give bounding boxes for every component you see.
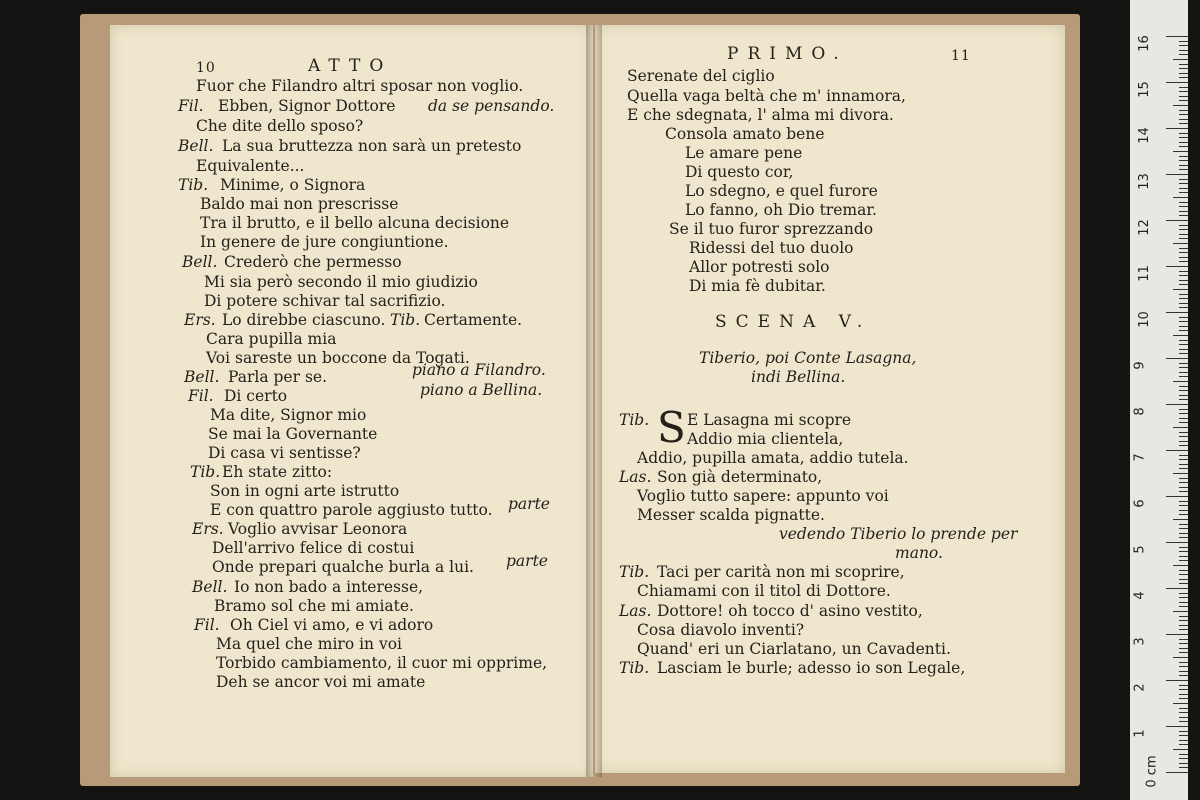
ruler-tick (1179, 50, 1188, 51)
ruler-tick (1173, 381, 1188, 382)
stage-direction: vedendo Tiberio lo prende per (779, 525, 1018, 543)
ruler-tick (1179, 731, 1188, 732)
ruler-tick (1179, 225, 1188, 226)
ruler-tick (1179, 229, 1188, 230)
ruler-tick (1179, 455, 1188, 456)
ruler-tick (1166, 312, 1188, 313)
ruler-tick (1179, 441, 1188, 442)
ruler-tick (1179, 372, 1188, 373)
ruler-tick (1179, 689, 1188, 690)
ruler-number: 11 (1136, 265, 1152, 282)
text-line: Voi sareste un boccone da Togati. (206, 349, 470, 367)
speaker-label: Tib. (190, 463, 221, 481)
ruler-tick (1179, 744, 1188, 745)
text-line: Lo sdegno, e quel furore (685, 182, 878, 200)
ruler-tick (1179, 215, 1188, 216)
ruler-tick (1179, 68, 1188, 69)
ruler-tick (1179, 165, 1188, 166)
text-line: Le amare pene (685, 144, 803, 162)
ruler-tick (1166, 404, 1188, 405)
ruler-number: 10 (1136, 311, 1152, 328)
ruler-tick (1173, 519, 1188, 520)
text-line: Di certo (224, 387, 288, 405)
ruler-tick (1179, 740, 1188, 741)
ruler-tick (1179, 721, 1188, 722)
ruler-tick (1179, 597, 1188, 598)
text-line: Serenate del ciglio (627, 67, 775, 85)
ruler-tick (1179, 418, 1188, 419)
ruler-number: 0 cm (1144, 755, 1160, 788)
ruler-tick (1179, 77, 1188, 78)
text-line: Taci per carità non mi scoprire, (657, 563, 905, 581)
ruler-tick (1173, 427, 1188, 428)
ruler-tick (1173, 289, 1188, 290)
ruler-tick (1173, 197, 1188, 198)
ruler-tick (1179, 675, 1188, 676)
left-page (110, 25, 593, 777)
ruler-tick (1179, 491, 1188, 492)
text-line: Di potere schivar tal sacrifizio. (204, 292, 446, 310)
ruler-tick (1179, 468, 1188, 469)
text-line: Lo direbbe ciascuno. (222, 311, 386, 329)
ruler-tick (1166, 588, 1188, 589)
ruler-tick (1179, 257, 1188, 258)
ruler-tick (1179, 708, 1188, 709)
ruler-tick (1179, 662, 1188, 663)
ruler-tick (1179, 353, 1188, 354)
ruler-tick (1179, 556, 1188, 557)
ruler-tick (1179, 533, 1188, 534)
text-line: Ebben, Signor Dottore (218, 97, 396, 115)
ruler-tick (1179, 188, 1188, 189)
ruler-number: 3 (1132, 637, 1148, 646)
text-line: Consola amato bene (665, 125, 825, 143)
right-page (595, 25, 1065, 773)
ruler-tick (1179, 142, 1188, 143)
stage-direction: parte (506, 552, 548, 570)
ruler-tick (1179, 482, 1188, 483)
ruler-tick (1179, 767, 1188, 768)
text-line: Lasciam le burle; adesso io son Legale, (657, 659, 966, 677)
ruler-tick (1166, 36, 1188, 37)
ruler-tick (1166, 174, 1188, 175)
ruler-number: 8 (1132, 407, 1148, 416)
ruler-tick (1179, 137, 1188, 138)
text-line: Equivalente... (196, 157, 305, 175)
ruler-tick (1179, 754, 1188, 755)
text-line: Bramo sol che mi amiate. (214, 597, 414, 615)
ruler-tick (1179, 505, 1188, 506)
measuring-ruler (1130, 0, 1188, 800)
ruler-tick (1173, 703, 1188, 704)
ruler-tick (1179, 211, 1188, 212)
text-line: Di questo cor, (685, 163, 794, 181)
ruler-tick (1179, 294, 1188, 295)
ruler-tick (1179, 639, 1188, 640)
page-number-left: 10 (196, 60, 216, 76)
ruler-tick (1179, 395, 1188, 396)
ruler-tick (1179, 91, 1188, 92)
ruler-number: 15 (1136, 81, 1152, 98)
scene-description: Tiberio, poi Conte Lasagna, (699, 349, 917, 367)
ruler-tick (1166, 450, 1188, 451)
text-line: Messer scalda pignatte. (637, 506, 825, 524)
ruler-tick (1179, 206, 1188, 207)
text-line: Cara pupilla mia (206, 330, 337, 348)
text-line: E che sdegnata, l' alma mi divora. (627, 106, 894, 124)
text-line: Ridessi del tuo duolo (689, 239, 854, 257)
ruler-tick (1179, 238, 1188, 239)
ruler-number: 13 (1136, 173, 1152, 190)
stage-direction: parte (508, 495, 550, 513)
ruler-tick (1179, 133, 1188, 134)
ruler-tick (1179, 123, 1188, 124)
ruler-tick (1179, 386, 1188, 387)
ruler-tick (1173, 105, 1188, 106)
ruler-tick (1179, 422, 1188, 423)
ruler-tick (1179, 625, 1188, 626)
ruler-tick (1179, 303, 1188, 304)
ruler-tick (1179, 643, 1188, 644)
ruler-tick (1179, 340, 1188, 341)
text-line: Ma dite, Signor mio (210, 406, 367, 424)
ruler-tick (1179, 271, 1188, 272)
ruler-tick (1173, 611, 1188, 612)
drop-cap: S (657, 403, 686, 452)
ruler-tick (1166, 772, 1188, 773)
text-line: Baldo mai non prescrisse (200, 195, 399, 213)
speaker-label: Tib. (390, 311, 421, 329)
ruler-tick (1179, 45, 1188, 46)
ruler-tick (1179, 459, 1188, 460)
ruler-tick (1179, 234, 1188, 235)
text-line: Chiamami con il titol di Dottore. (637, 582, 891, 600)
ruler-tick (1179, 160, 1188, 161)
text-line: Crederò che permesso (224, 253, 402, 271)
text-line: Allor potresti solo (689, 258, 830, 276)
text-line: Certamente. (424, 311, 523, 329)
ruler-tick (1179, 317, 1188, 318)
ruler-tick (1179, 399, 1188, 400)
ruler-tick (1179, 514, 1188, 515)
text-line: Son in ogni arte istrutto (210, 482, 400, 500)
speaker-label: Tib. (619, 411, 650, 429)
ruler-tick (1179, 307, 1188, 308)
ruler-tick (1179, 284, 1188, 285)
ruler-tick (1179, 436, 1188, 437)
speaker-label: Bell. (178, 137, 214, 155)
ruler-tick (1179, 524, 1188, 525)
ruler-tick (1179, 445, 1188, 446)
ruler-tick (1166, 266, 1188, 267)
text-line: Quand' eri un Ciarlatano, un Cavadenti. (637, 640, 951, 658)
ruler-tick (1179, 146, 1188, 147)
ruler-tick (1173, 565, 1188, 566)
ruler-tick (1179, 666, 1188, 667)
ruler-tick (1179, 478, 1188, 479)
stage-direction: piano a Filandro. (412, 361, 546, 379)
ruler-number: 5 (1132, 545, 1148, 554)
scene-description: indi Bellina. (751, 368, 846, 386)
ruler-tick (1179, 694, 1188, 695)
page-number-right: 11 (951, 48, 971, 64)
ruler-number: 16 (1136, 35, 1152, 52)
ruler-tick (1179, 648, 1188, 649)
ruler-tick (1179, 593, 1188, 594)
text-line: La sua bruttezza non sarà un pretesto (222, 137, 522, 155)
ruler-tick (1179, 717, 1188, 718)
ruler-tick (1179, 413, 1188, 414)
ruler-tick (1173, 749, 1188, 750)
ruler-tick (1166, 542, 1188, 543)
ruler-tick (1179, 390, 1188, 391)
speaker-label: Ers. (192, 520, 224, 538)
ruler-tick (1166, 496, 1188, 497)
text-line: E con quattro parole aggiusto tutto. (210, 501, 493, 519)
ruler-tick (1179, 501, 1188, 502)
ruler-tick (1166, 82, 1188, 83)
text-line: E Lasagna mi scopre (687, 411, 852, 429)
ruler-tick (1166, 726, 1188, 727)
ruler-tick (1173, 243, 1188, 244)
text-line: Eh state zitto: (222, 463, 333, 481)
ruler-tick (1179, 252, 1188, 253)
ruler-tick (1179, 537, 1188, 538)
ruler-tick (1179, 280, 1188, 281)
speaker-label: Bell. (182, 253, 218, 271)
text-line: Cosa diavolo inventi? (637, 621, 805, 639)
ruler-tick (1179, 261, 1188, 262)
speaker-label: Fil. (178, 97, 204, 115)
text-line: Io non bado a interesse, (234, 578, 424, 596)
ruler-tick (1179, 96, 1188, 97)
ruler-tick (1179, 560, 1188, 561)
ruler-tick (1179, 570, 1188, 571)
ruler-tick (1179, 349, 1188, 350)
ruler-tick (1179, 119, 1188, 120)
stage-direction: mano. (895, 544, 943, 562)
ruler-tick (1179, 551, 1188, 552)
ruler-tick (1173, 59, 1188, 60)
ruler-tick (1179, 606, 1188, 607)
ruler-tick (1179, 298, 1188, 299)
ruler-tick (1179, 602, 1188, 603)
ruler-tick (1179, 547, 1188, 548)
ruler-tick (1179, 344, 1188, 345)
text-line: Se il tuo furor sprezzando (669, 220, 874, 238)
book-gutter (586, 25, 602, 777)
ruler-tick (1179, 156, 1188, 157)
text-line: Fuor che Filandro altri sposar non voglio. (196, 77, 524, 95)
ruler-tick (1179, 464, 1188, 465)
ruler-number: 9 (1132, 361, 1148, 370)
ruler-tick (1179, 620, 1188, 621)
ruler-number: 4 (1132, 591, 1148, 600)
text-line: Onde prepari qualche burla a lui. (212, 558, 474, 576)
text-line: Voglio tutto sapere: appunto voi (637, 487, 889, 505)
text-line: Dottore! oh tocco d' asino vestito, (657, 602, 923, 620)
ruler-tick (1179, 409, 1188, 410)
text-line: Ma quel che miro in voi (216, 635, 402, 653)
ruler-tick (1166, 634, 1188, 635)
running-head-right: PRIMO. (727, 44, 848, 64)
ruler-tick (1179, 54, 1188, 55)
ruler-tick (1179, 202, 1188, 203)
ruler-tick (1179, 110, 1188, 111)
stage-direction: da se pensando. (428, 97, 555, 115)
ruler-tick (1179, 735, 1188, 736)
ruler-tick (1166, 220, 1188, 221)
speaker-label: Fil. (194, 616, 220, 634)
text-line: Parla per se. (228, 368, 327, 386)
ruler-tick (1179, 616, 1188, 617)
text-line: Torbido cambiamento, il cuor mi opprime, (216, 654, 548, 672)
speaker-label: Tib. (619, 659, 650, 677)
ruler-tick (1179, 64, 1188, 65)
ruler-tick (1179, 510, 1188, 511)
ruler-number: 2 (1132, 683, 1148, 692)
text-line: Di mia fè dubitar. (689, 277, 826, 295)
ruler-tick (1179, 698, 1188, 699)
text-line: Mi sia però secondo il mio giudizio (204, 273, 478, 291)
ruler-tick (1166, 128, 1188, 129)
text-line: Son già determinato, (657, 468, 823, 486)
ruler-number: 1 (1132, 729, 1148, 738)
ruler-tick (1179, 367, 1188, 368)
ruler-tick (1179, 183, 1188, 184)
ruler-tick (1179, 583, 1188, 584)
text-line: Se mai la Governante (208, 425, 378, 443)
ruler-tick (1179, 326, 1188, 327)
ruler-tick (1166, 680, 1188, 681)
ruler-tick (1173, 335, 1188, 336)
ruler-tick (1173, 473, 1188, 474)
ruler-tick (1179, 574, 1188, 575)
speaker-label: Bell. (192, 578, 228, 596)
ruler-tick (1173, 151, 1188, 152)
speaker-label: Tib. (619, 563, 650, 581)
ruler-tick (1179, 87, 1188, 88)
ruler-tick (1173, 657, 1188, 658)
ruler-tick (1179, 763, 1188, 764)
ruler-tick (1179, 41, 1188, 42)
ruler-tick (1179, 363, 1188, 364)
ruler-tick (1179, 100, 1188, 101)
speaker-label: Las. (619, 602, 652, 620)
ruler-tick (1179, 712, 1188, 713)
speaker-label: Ers. (184, 311, 216, 329)
ruler-tick (1166, 358, 1188, 359)
ruler-tick (1179, 579, 1188, 580)
text-line: Deh se ancor voi mi amate (216, 673, 426, 691)
ruler-number: 6 (1132, 499, 1148, 508)
ruler-tick (1179, 248, 1188, 249)
ruler-number: 14 (1136, 127, 1152, 144)
text-line: Dell'arrivo felice di costui (212, 539, 415, 557)
ruler-tick (1179, 629, 1188, 630)
text-line: Tra il brutto, e il bello alcuna decisione (200, 214, 510, 232)
text-line: Che dite dello sposo? (196, 117, 364, 135)
ruler-tick (1179, 685, 1188, 686)
ruler-tick (1179, 192, 1188, 193)
speaker-label: Tib. (178, 176, 209, 194)
text-line: In genere de jure congiuntione. (200, 233, 449, 251)
ruler-number: 7 (1132, 453, 1148, 462)
text-line: Addio, pupilla amata, addio tutela. (637, 449, 909, 467)
ruler-tick (1179, 321, 1188, 322)
text-line: Quella vaga beltà che m' innamora, (627, 87, 906, 105)
ruler-tick (1179, 376, 1188, 377)
text-line: Di casa vi sentisse? (208, 444, 361, 462)
text-line: Addio mia clientela, (687, 430, 844, 448)
ruler-tick (1179, 114, 1188, 115)
ruler-tick (1179, 179, 1188, 180)
text-line: Voglio avvisar Leonora (228, 520, 408, 538)
ruler-tick (1179, 275, 1188, 276)
speaker-label: Fil. (188, 387, 214, 405)
speaker-label: Las. (619, 468, 652, 486)
ruler-tick (1179, 758, 1188, 759)
text-line: Minime, o Signora (220, 176, 366, 194)
ruler-tick (1179, 169, 1188, 170)
speaker-label: Bell. (184, 368, 220, 386)
text-line: Lo fanno, oh Dio tremar. (685, 201, 877, 219)
ruler-tick (1179, 330, 1188, 331)
ruler-tick (1179, 487, 1188, 488)
ruler-tick (1179, 73, 1188, 74)
text-line: Oh Ciel vi amo, e vi adoro (230, 616, 434, 634)
ruler-tick (1179, 528, 1188, 529)
ruler-tick (1179, 671, 1188, 672)
ruler-tick (1179, 432, 1188, 433)
ruler-tick (1179, 652, 1188, 653)
running-head-left: ATTO (308, 56, 393, 76)
stage-direction: piano a Bellina. (420, 381, 543, 399)
ruler-number: 12 (1136, 219, 1152, 236)
scene-title: SCENA V. (715, 312, 872, 332)
